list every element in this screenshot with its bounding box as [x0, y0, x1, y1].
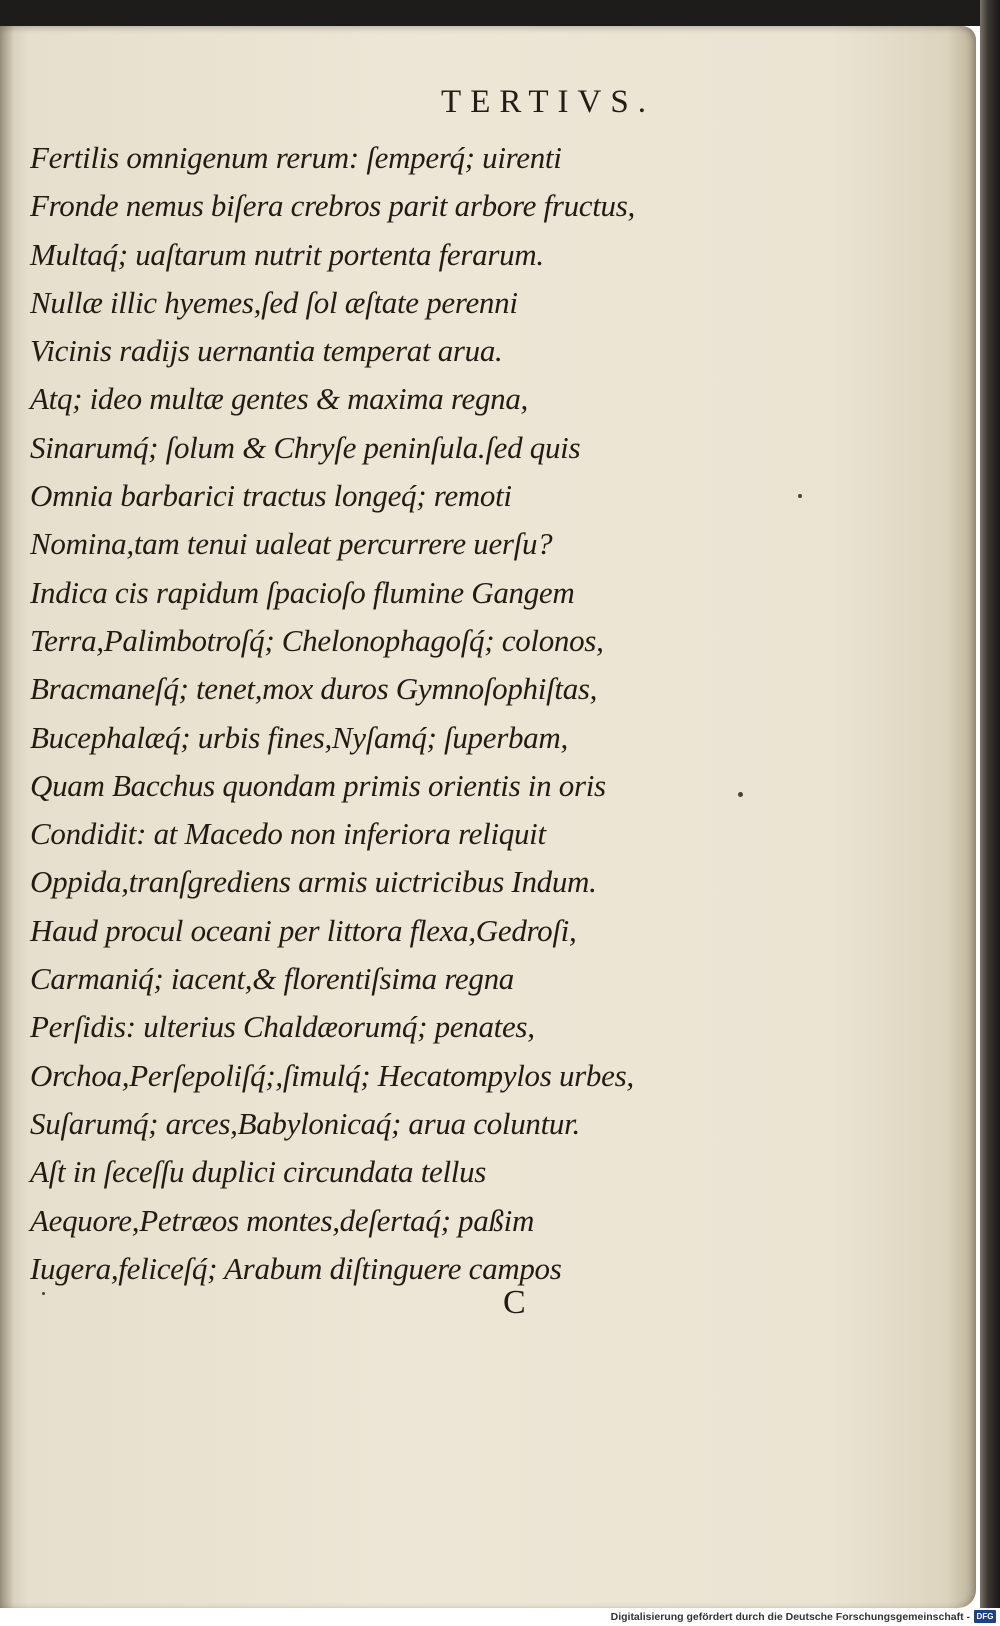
book-page: [0, 26, 976, 1608]
verse-line: Indica cis rapidum ſpacioſo flumine Gangem: [30, 574, 575, 610]
verse-line: Aſt in ſeceſſu duplici circundata tellus: [30, 1154, 487, 1190]
dfg-logo: DFG: [974, 1610, 996, 1623]
verse-line: Iugera,feliceſq́; Arabum diſtinguere campos: [30, 1250, 562, 1286]
verse-line: Atq; ideo multæ gentes & maxima regna,: [30, 381, 529, 417]
paper-speck: [738, 792, 743, 797]
verse-line: Fertilis omnigenum rerum: ſemperq́; uirenti: [30, 140, 562, 175]
verse-line: Haud procul oceani per littora flexa,Gedroſi,: [30, 912, 577, 948]
scan-right-border: [980, 0, 1000, 1626]
verse-line: Orchoa,Perſepoliſq́;,ſimulq́; Hecatompylos urbes,: [30, 1057, 634, 1093]
signature-mark: C: [503, 1284, 526, 1321]
verse-lines: [30, 134, 710, 1293]
verse-line: Oppida,tranſgrediens armis uictricibus Indum.: [30, 864, 597, 900]
verse-line: Aequore,Petræos montes,deſertaq́; paßim: [30, 1202, 535, 1238]
running-head: TERTIVS.: [441, 84, 655, 120]
verse-line: Perſidis: ulterius Chaldæorumq́; penates,: [30, 1009, 535, 1045]
verse-line: Quam Bacchus quondam primis orientis in oris: [30, 767, 606, 803]
verse-line: Nullæ illic hyemes,ſed ſol æſtate perenni: [30, 284, 518, 320]
paper-speck: [42, 1292, 45, 1295]
verse-line: Omnia barbarici tractus longeq́; remoti: [30, 478, 512, 514]
verse-line: Multaq́; uaſtarum nutrit portenta ferarum.: [30, 236, 544, 272]
funding-credit: Digitalisierung gefördert durch die Deutsche Forschungsgemeinschaft -: [610, 1611, 970, 1623]
verse-line: Bracmaneſq́; tenet,mox duros Gymnoſophiſtas,: [30, 671, 598, 707]
scan-top-border: [0, 0, 1000, 26]
verse-line: Suſarumq́; arces,Babylonicaq́; arua coluntur.: [30, 1105, 580, 1141]
verse-line: Vicinis radijs uernantia temperat arua.: [30, 333, 503, 369]
verse-line: Nomina,tam tenui ualeat percurrere uerſu?: [30, 526, 553, 562]
verse-line: Terra,Palimbotroſq́; Chelonophagoſq́; colonos,: [30, 622, 604, 658]
verse-line: Fronde nemus biſera crebros parit arbore fructus,: [30, 188, 635, 224]
verse-line: Condidit: at Macedo non inferiora reliquit: [30, 816, 546, 852]
verse-line: Sinarumq́; ſolum & Chryſe peninſula.ſed quis: [30, 429, 581, 465]
paper-speck: [798, 494, 802, 498]
verse-line: Carmaniq́; iacent,& florentiſsima regna: [30, 961, 514, 997]
verse-line: Bucephalæq́; urbis fines,Nyſamq́; ſuperbam,: [30, 719, 568, 755]
